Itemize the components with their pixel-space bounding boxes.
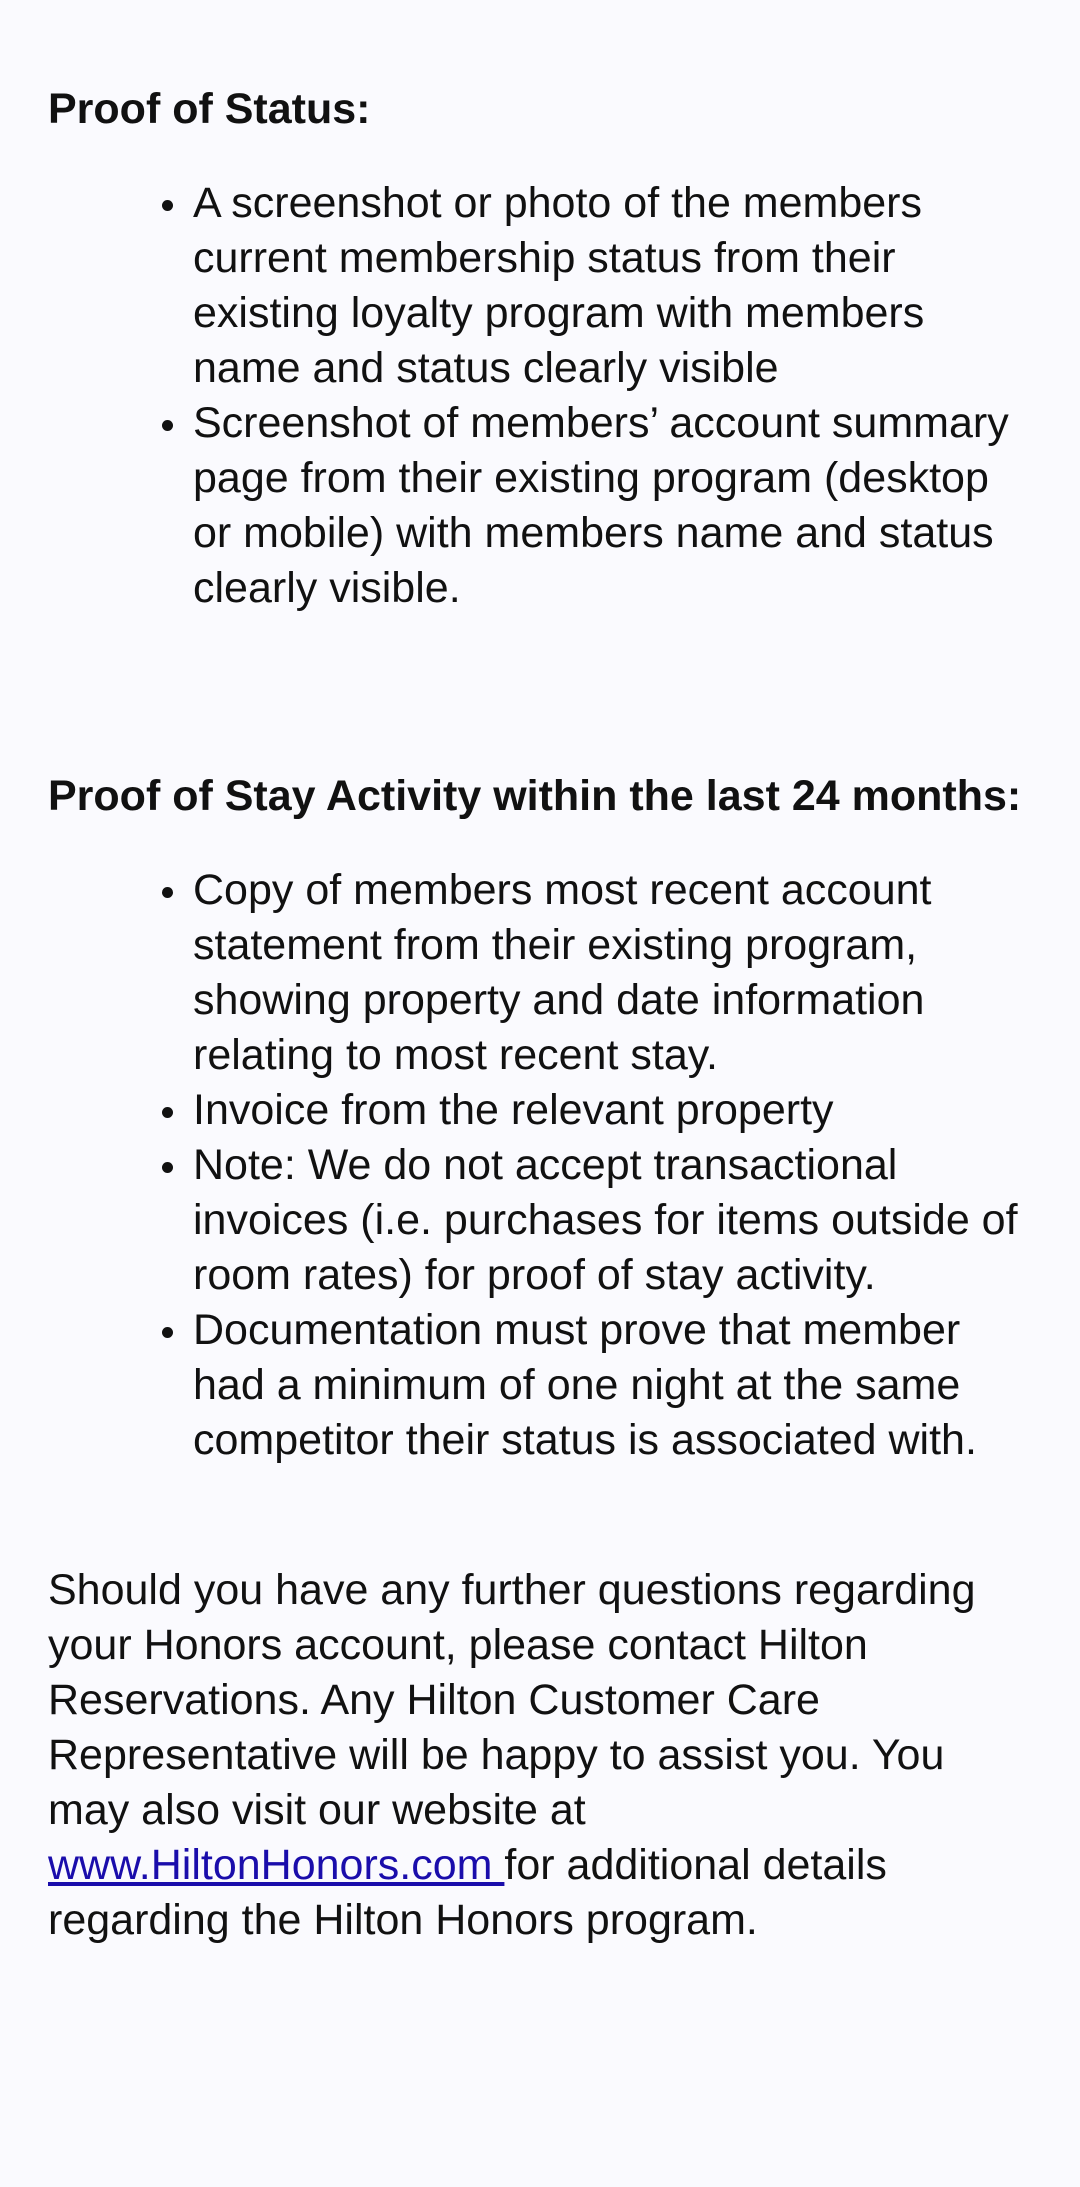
list-item: Copy of members most recent account statement from their existing program, showing property and date information relating to most recent stay. xyxy=(193,863,1032,1083)
proof-of-stay-heading: Proof of Stay Activity within the last 24 months: xyxy=(48,772,1022,820)
list-item: A screenshot or photo of the members current membership status from their existing loyalty program with members name and status clearly visible xyxy=(193,176,1032,396)
proof-of-status-list xyxy=(48,176,1032,616)
closing-paragraph xyxy=(48,1563,1032,1948)
closing-text-before: Should you have any further questions regarding your Honors account, please contact Hilton Reservations. Any Hilton Customer Care Representative will be happy to assist you. You may also visit our website at xyxy=(48,1566,976,1834)
closing-text-after: for additional details regarding the Hilton Honors program. xyxy=(48,1841,887,1944)
list-item: Screenshot of members’ account summary page from their existing program (desktop or mobile) with members name and status clearly visible. xyxy=(193,396,1032,616)
proof-of-status-heading: Proof of Status: xyxy=(48,85,371,133)
proof-of-stay-section xyxy=(48,769,1032,1468)
list-item: Documentation must prove that member had a minimum of one night at the same competitor their status is associated with. xyxy=(193,1303,1032,1468)
proof-of-status-section xyxy=(48,82,1032,616)
hilton-honors-link[interactable]: www.HiltonHonors.com xyxy=(48,1841,505,1889)
proof-of-stay-list xyxy=(48,863,1032,1468)
list-item: Invoice from the relevant property xyxy=(193,1083,1032,1138)
list-item: Note: We do not accept transactional invoices (i.e. purchases for items outside of room rates) for proof of stay activity. xyxy=(193,1138,1032,1303)
